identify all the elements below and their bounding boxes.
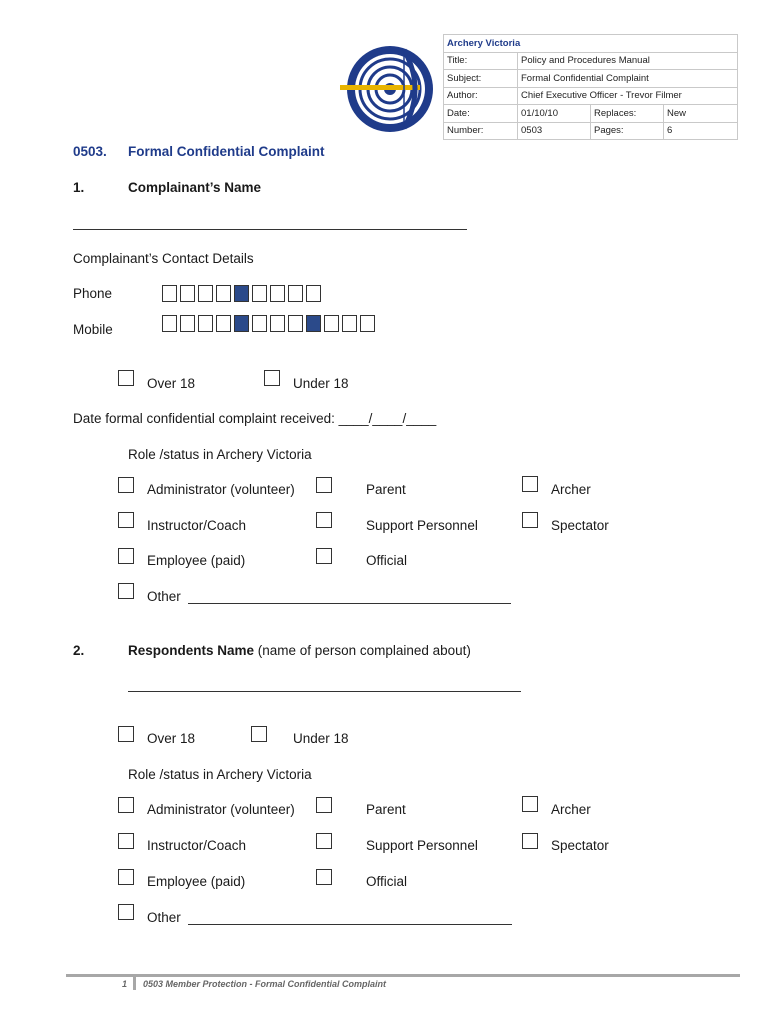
s2-under18-checkbox[interactable] [251, 726, 267, 742]
s2-admin-checkbox[interactable] [118, 797, 134, 813]
s2-title-note: (name of person complained about) [254, 643, 471, 658]
section-title: Formal Confidential Complaint [128, 144, 325, 159]
number-value: 0503 [518, 122, 591, 140]
s2-over18-label: Over 18 [147, 731, 196, 746]
respondent-name-field[interactable] [128, 691, 521, 692]
s1-under18-label: Under 18 [293, 376, 349, 391]
s1-instructor-checkbox[interactable] [118, 512, 134, 528]
mobile-label: Mobile [73, 322, 113, 337]
s2-official-label: Official [366, 874, 408, 889]
pages-value: 6 [664, 122, 738, 140]
s2-support-label: Support Personnel [366, 838, 478, 853]
document-info-table [443, 34, 738, 140]
footer-page-number: 1 [122, 979, 128, 989]
section-number: 0503. [73, 144, 107, 159]
s1-employee-checkbox[interactable] [118, 548, 134, 564]
complainant-name-field[interactable] [73, 229, 467, 230]
footer-text: 0503 Member Protection - Formal Confidential Complaint [143, 979, 387, 989]
s1-admin-checkbox[interactable] [118, 477, 134, 493]
s1-support-checkbox[interactable] [316, 512, 332, 528]
date-label: Date: [444, 105, 518, 123]
phone-label: Phone [73, 286, 113, 301]
s2-instructor-checkbox[interactable] [118, 833, 134, 849]
s1-number: 1. [73, 180, 85, 195]
s1-instructor-label: Instructor/Coach [147, 518, 247, 533]
s2-archer-label: Archer [551, 802, 591, 817]
s2-other-label: Other [147, 910, 181, 925]
s2-employee-checkbox[interactable] [118, 869, 134, 885]
s1-other-label: Other [147, 589, 181, 604]
s2-number: 2. [73, 643, 85, 658]
subject-label: Subject: [444, 70, 518, 88]
org-name: Archery Victoria [444, 35, 738, 53]
replaces-label: Replaces: [591, 105, 664, 123]
s2-admin-label: Administrator (volunteer) [147, 802, 295, 817]
s1-admin-label: Administrator (volunteer) [147, 482, 295, 497]
title-value: Policy and Procedures Manual [518, 52, 738, 70]
s2-support-checkbox[interactable] [316, 833, 332, 849]
pages-label: Pages: [591, 122, 664, 140]
s1-over18-label: Over 18 [147, 376, 196, 391]
s2-parent-label: Parent [366, 802, 406, 817]
date-received-field[interactable]: Date formal confidential complaint received: ____/____/____ [73, 411, 437, 426]
s2-role-heading: Role /status in Archery Victoria [128, 767, 312, 782]
s1-parent-checkbox[interactable] [316, 477, 332, 493]
s2-archer-checkbox[interactable] [522, 796, 538, 812]
s2-over18-checkbox[interactable] [118, 726, 134, 742]
s2-other-checkbox[interactable] [118, 904, 134, 920]
replaces-value: New [664, 105, 738, 123]
s2-official-checkbox[interactable] [316, 869, 332, 885]
s2-spectator-label: Spectator [551, 838, 609, 853]
s1-spectator-label: Spectator [551, 518, 609, 533]
s1-parent-label: Parent [366, 482, 406, 497]
s2-title: Respondents Name [128, 643, 255, 658]
s1-other-checkbox[interactable] [118, 583, 134, 599]
s2-instructor-label: Instructor/Coach [147, 838, 247, 853]
s1-support-label: Support Personnel [366, 518, 478, 533]
contact-details-heading: Complainant’s Contact Details [73, 251, 254, 266]
s1-spectator-checkbox[interactable] [522, 512, 538, 528]
title-label: Title: [444, 52, 518, 70]
s1-under18-checkbox[interactable] [264, 370, 280, 386]
s1-official-checkbox[interactable] [316, 548, 332, 564]
mobile-digit-boxes[interactable] [162, 315, 378, 332]
s1-title: Complainant’s Name [128, 180, 262, 195]
s2-parent-checkbox[interactable] [316, 797, 332, 813]
s1-archer-checkbox[interactable] [522, 476, 538, 492]
s1-archer-label: Archer [551, 482, 591, 497]
s2-title-line [128, 643, 471, 658]
subject-value: Formal Confidential Complaint [518, 70, 738, 88]
s1-over18-checkbox[interactable] [118, 370, 134, 386]
s1-official-label: Official [366, 553, 408, 568]
phone-digit-boxes[interactable] [162, 285, 324, 302]
s2-other-field[interactable] [188, 924, 512, 925]
footer-rule [66, 974, 740, 977]
author-label: Author: [444, 87, 518, 105]
date-value: 01/10/10 [518, 105, 591, 123]
s1-employee-label: Employee (paid) [147, 553, 246, 568]
s1-role-heading: Role /status in Archery Victoria [128, 447, 312, 462]
s2-spectator-checkbox[interactable] [522, 833, 538, 849]
author-value: Chief Executive Officer - Trevor Filmer [518, 87, 738, 105]
s2-employee-label: Employee (paid) [147, 874, 246, 889]
s1-other-field[interactable] [188, 603, 511, 604]
archery-victoria-logo [334, 38, 444, 136]
footer-separator [133, 977, 136, 990]
s2-under18-label: Under 18 [293, 731, 349, 746]
number-label: Number: [444, 122, 518, 140]
